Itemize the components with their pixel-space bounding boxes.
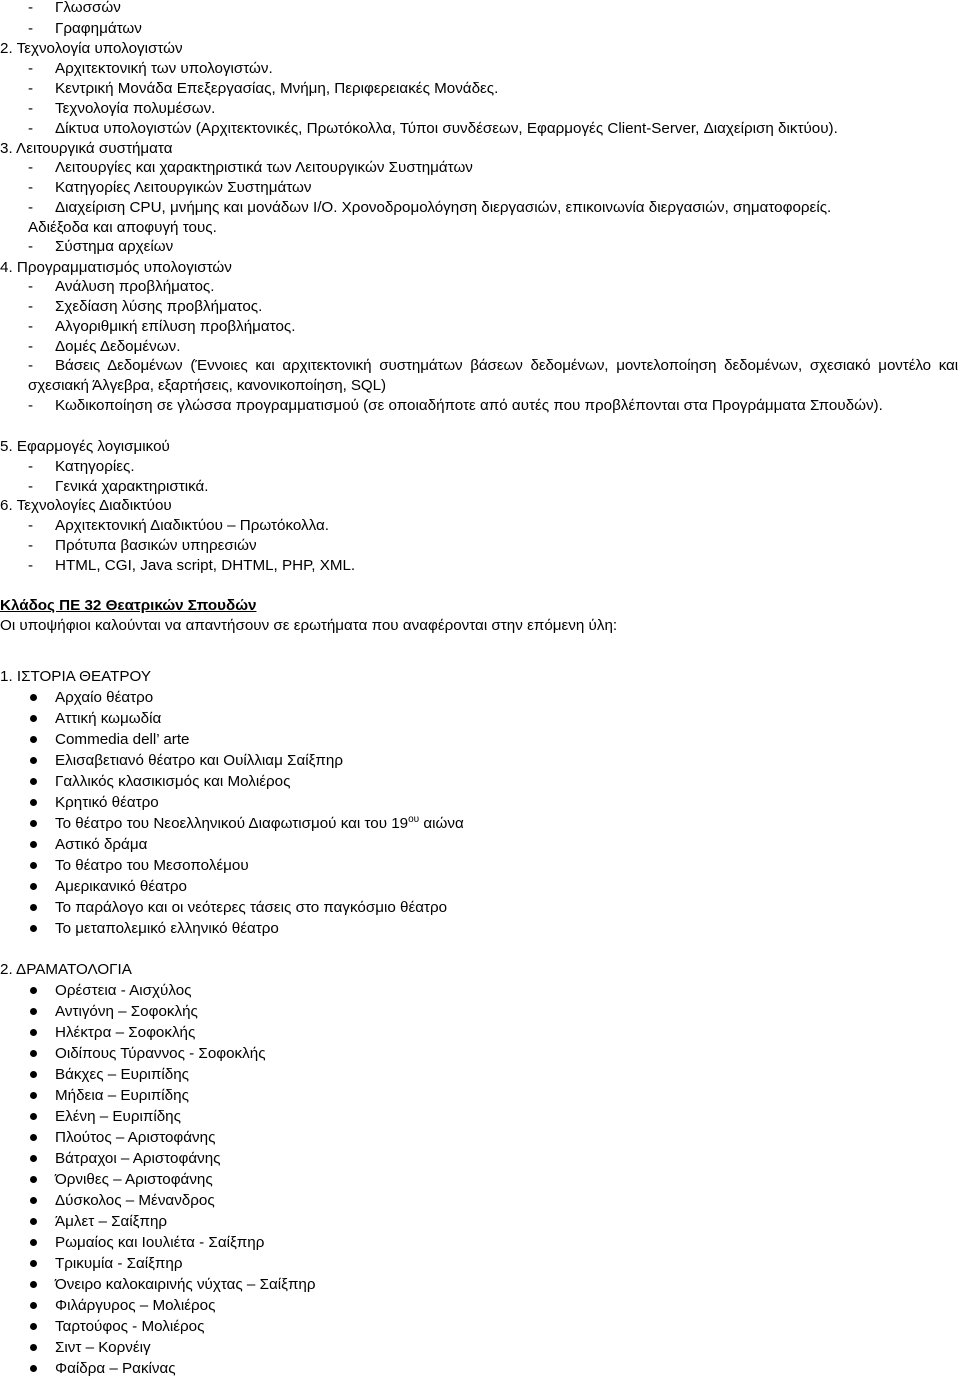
bullet-icon <box>30 799 37 806</box>
history-title: 1. ΙΣΤΟΡΙΑ ΘΕΑΤΡΟΥ <box>0 668 151 685</box>
section-title: 4. Προγραμματισμός υπολογιστών <box>0 259 232 276</box>
bullet-icon <box>30 841 37 848</box>
list-item-long: - Κωδικοποίηση σε γλώσσα προγραμματισμού (σε οποιαδήποτε από αυτές που προβλέπονται στα Προγράμματα Σπουδών). <box>28 397 883 414</box>
bullet-icon <box>30 862 37 869</box>
branch-heading: Κλάδος ΠΕ 32 Θεατρικών Σπουδών <box>0 597 257 614</box>
bullet-icon <box>30 1281 37 1288</box>
bullet-icon <box>30 1218 37 1225</box>
bullet-icon <box>30 1176 37 1183</box>
bullet-icon <box>30 736 37 743</box>
list-item-long: - Βάσεις Δεδομένων (Έννοιες και αρχιτεκτονική συστημάτων βάσεων δεδομένων, μοντελοποίηση δεδομένων, σχεσιακό μοντέλο και σχεσιακή Άλγεβρα, εξαρτήσεις, κανονικοποίηση, SQL) <box>28 357 958 394</box>
section-title: 2. Τεχνολογία υπολογιστών <box>0 40 183 57</box>
bullet-icon <box>30 1092 37 1099</box>
bullet-icon <box>30 1323 37 1330</box>
bullet-icon <box>30 883 37 890</box>
branch-intro: Οι υποψήφιοι καλούνται να απαντήσουν σε ερωτήματα που αναφέρονται στην επόμενη ύλη: <box>0 617 618 634</box>
bullet-icon <box>30 1344 37 1351</box>
bullet-icon <box>30 925 37 932</box>
list-item-continuation: Αδιέξοδα και αποφυγή τους. <box>28 219 217 236</box>
bullet-icon <box>30 1134 37 1141</box>
bullet-icon <box>30 1155 37 1162</box>
bullet-icon <box>30 1365 37 1372</box>
section-title: 5. Εφαρμογές λογισμικού <box>0 438 170 455</box>
bullet-icon <box>30 1197 37 1204</box>
bullet-icon <box>30 1113 37 1120</box>
bullet-icon <box>30 1260 37 1267</box>
bullet-icon <box>30 820 37 827</box>
bullet-icon <box>30 715 37 722</box>
bullet-icon <box>30 1239 37 1246</box>
bullet-icon <box>30 1071 37 1078</box>
bullet-icon <box>30 904 37 911</box>
section-title: 6. Τεχνολογίες Διαδικτύου <box>0 497 172 514</box>
bullet-icon <box>30 694 37 701</box>
drama-title: 2. ΔΡΑΜΑΤΟΛΟΓΙΑ <box>0 961 132 978</box>
bullet-icon <box>30 778 37 785</box>
bullet-icon <box>30 757 37 764</box>
bullet-icon <box>30 1050 37 1057</box>
bullet-icon <box>30 1302 37 1309</box>
bullet-icon <box>30 987 37 994</box>
bullet-icon <box>30 1008 37 1015</box>
bullet-icon <box>30 1029 37 1036</box>
section-title: 3. Λειτουργικά συστήματα <box>0 140 173 157</box>
